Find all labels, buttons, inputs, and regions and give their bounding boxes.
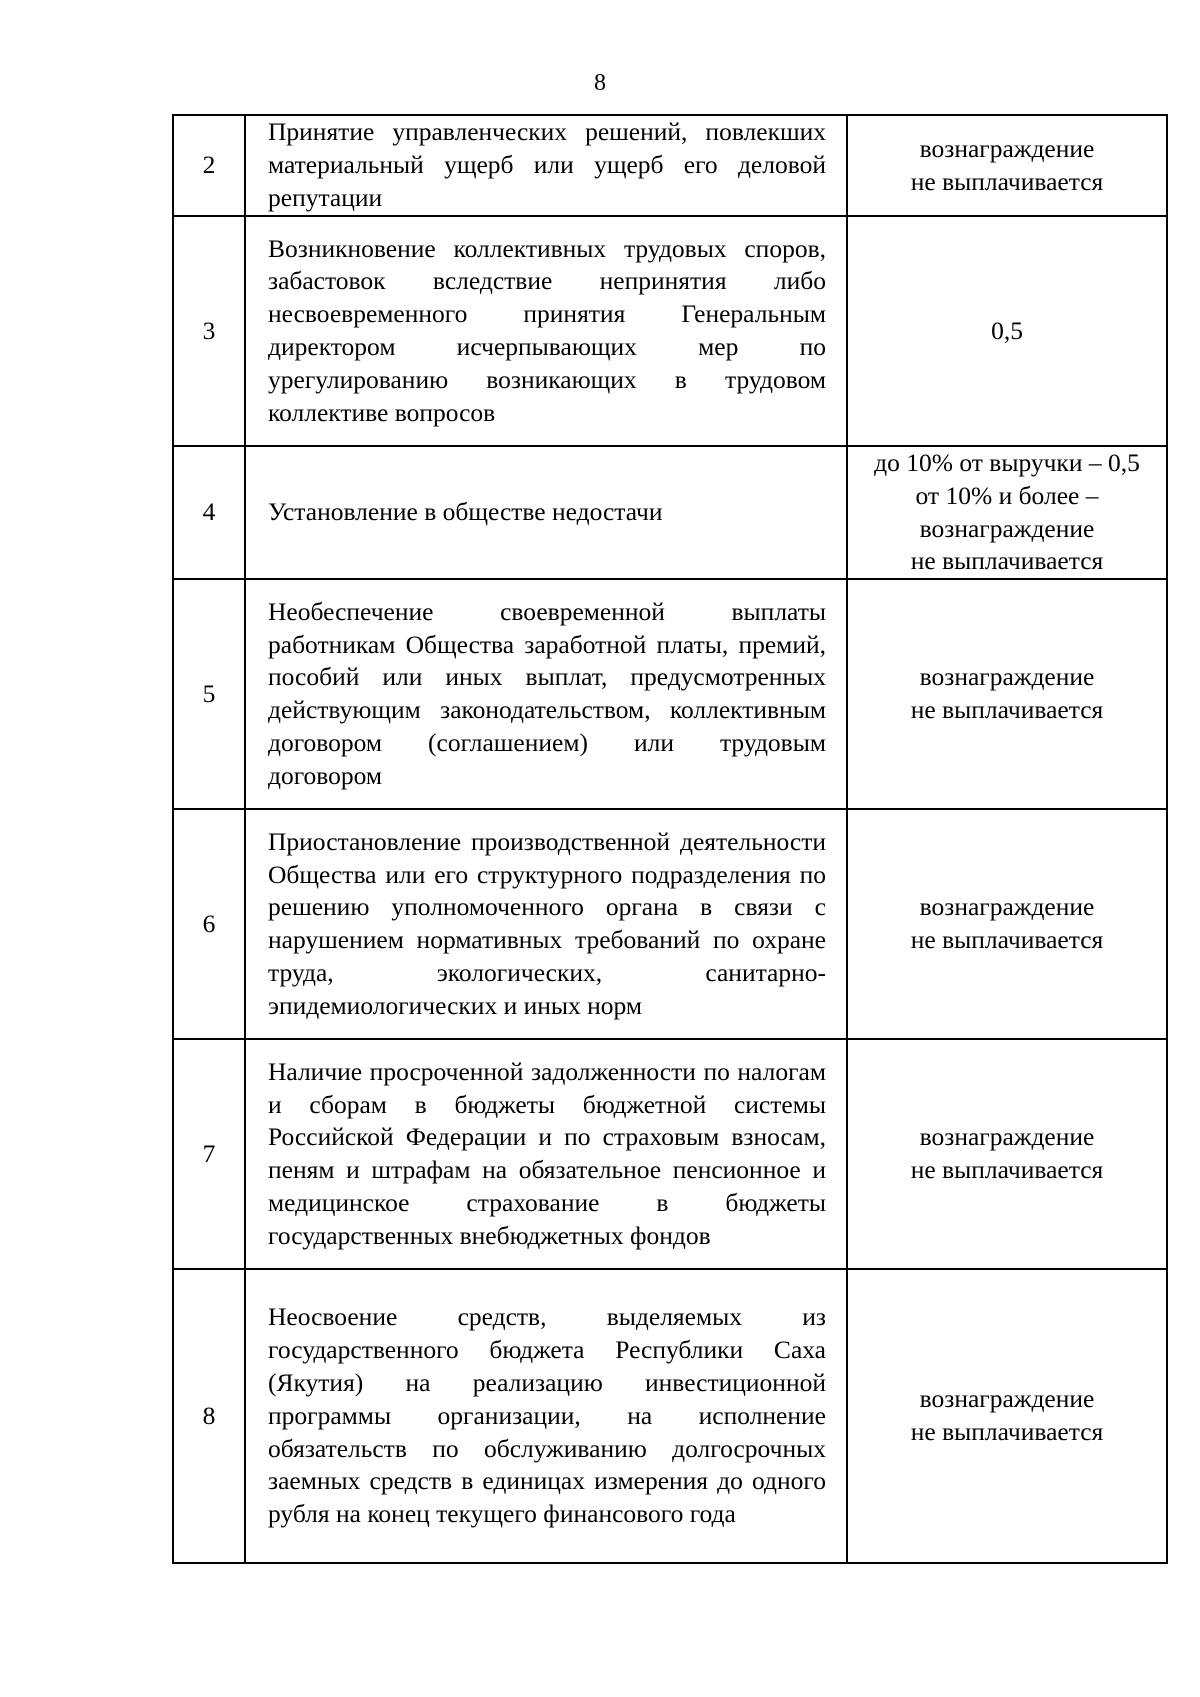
row-description: Необеспечение своевременной выплаты работникам Общества заработной платы, премий, пособий или иных выплат, предусмотренных действующим законодательством, коллективным договором (соглашением) или трудовым договором [245, 579, 847, 809]
table-row [173, 809, 1167, 1039]
row-result [847, 809, 1167, 1039]
table-row [173, 115, 1167, 216]
row-number: 5 [173, 579, 245, 809]
row-number: 3 [173, 216, 245, 446]
row-result [847, 446, 1167, 579]
row-result [847, 216, 1167, 446]
result-text: вознаграждение не выплачивается [910, 892, 1104, 955]
penalty-table [172, 114, 1168, 1564]
page-number: 8 [594, 70, 606, 96]
result-text: вознаграждение не выплачивается [910, 662, 1104, 725]
row-number: 4 [173, 446, 245, 579]
row-description: Возникновение коллективных трудовых споров, забастовок вследствие непринятия либо несвоевременного принятия Генеральным директором исчерпывающих мер по урегулированию возникающих в трудовом коллективе вопросов [245, 216, 847, 446]
table-row [173, 1039, 1167, 1269]
row-description: Неосвоение средств, выделяемых из государственного бюджета Республики Саха (Якутия) на реализацию инвестиционной программы организации, на исполнение обязательств по обслуживанию долгосрочных заемных средств в единицах измерения до одного рубля на конец текущего финансового года [245, 1269, 847, 1563]
row-result [847, 1269, 1167, 1563]
row-number: 8 [173, 1269, 245, 1563]
table-row [173, 216, 1167, 446]
result-text: вознаграждение не выплачивается [910, 1384, 1104, 1447]
row-result [847, 579, 1167, 809]
row-description: Наличие просроченной задолженности по налогам и сборам в бюджеты бюджетной системы Российской Федерации и по страховым взносам, пеням и штрафам на обязательное пенсионное и медицинское страхование в бюджеты государственных внебюджетных фондов [245, 1039, 847, 1269]
row-result [847, 115, 1167, 216]
row-description: Установление в обществе недостачи [245, 446, 847, 579]
result-text: вознаграждение не выплачивается [910, 133, 1104, 196]
table-row [173, 446, 1167, 579]
row-number: 6 [173, 809, 245, 1039]
row-result [847, 1039, 1167, 1269]
result-text: вознаграждение не выплачивается [910, 1122, 1104, 1185]
result-text: до 10% от выручки – 0,5 от 10% и более – вознаграждение не выплачивается [874, 448, 1140, 576]
result-text: 0,5 [991, 315, 1023, 345]
row-description: Приостановление производственной деятельности Общества или его структурного подразделения по решению уполномоченного органа в связи с нарушением нормативных требований по охране труда, экологических, санитарно-эпидемиологических и иных норм [245, 809, 847, 1039]
table-row [173, 579, 1167, 809]
row-description: Принятие управленческих решений, повлекших материальный ущерб или ущерб его деловой репутации [245, 115, 847, 216]
table-row [173, 1269, 1167, 1563]
row-number: 7 [173, 1039, 245, 1269]
row-number: 2 [173, 115, 245, 216]
